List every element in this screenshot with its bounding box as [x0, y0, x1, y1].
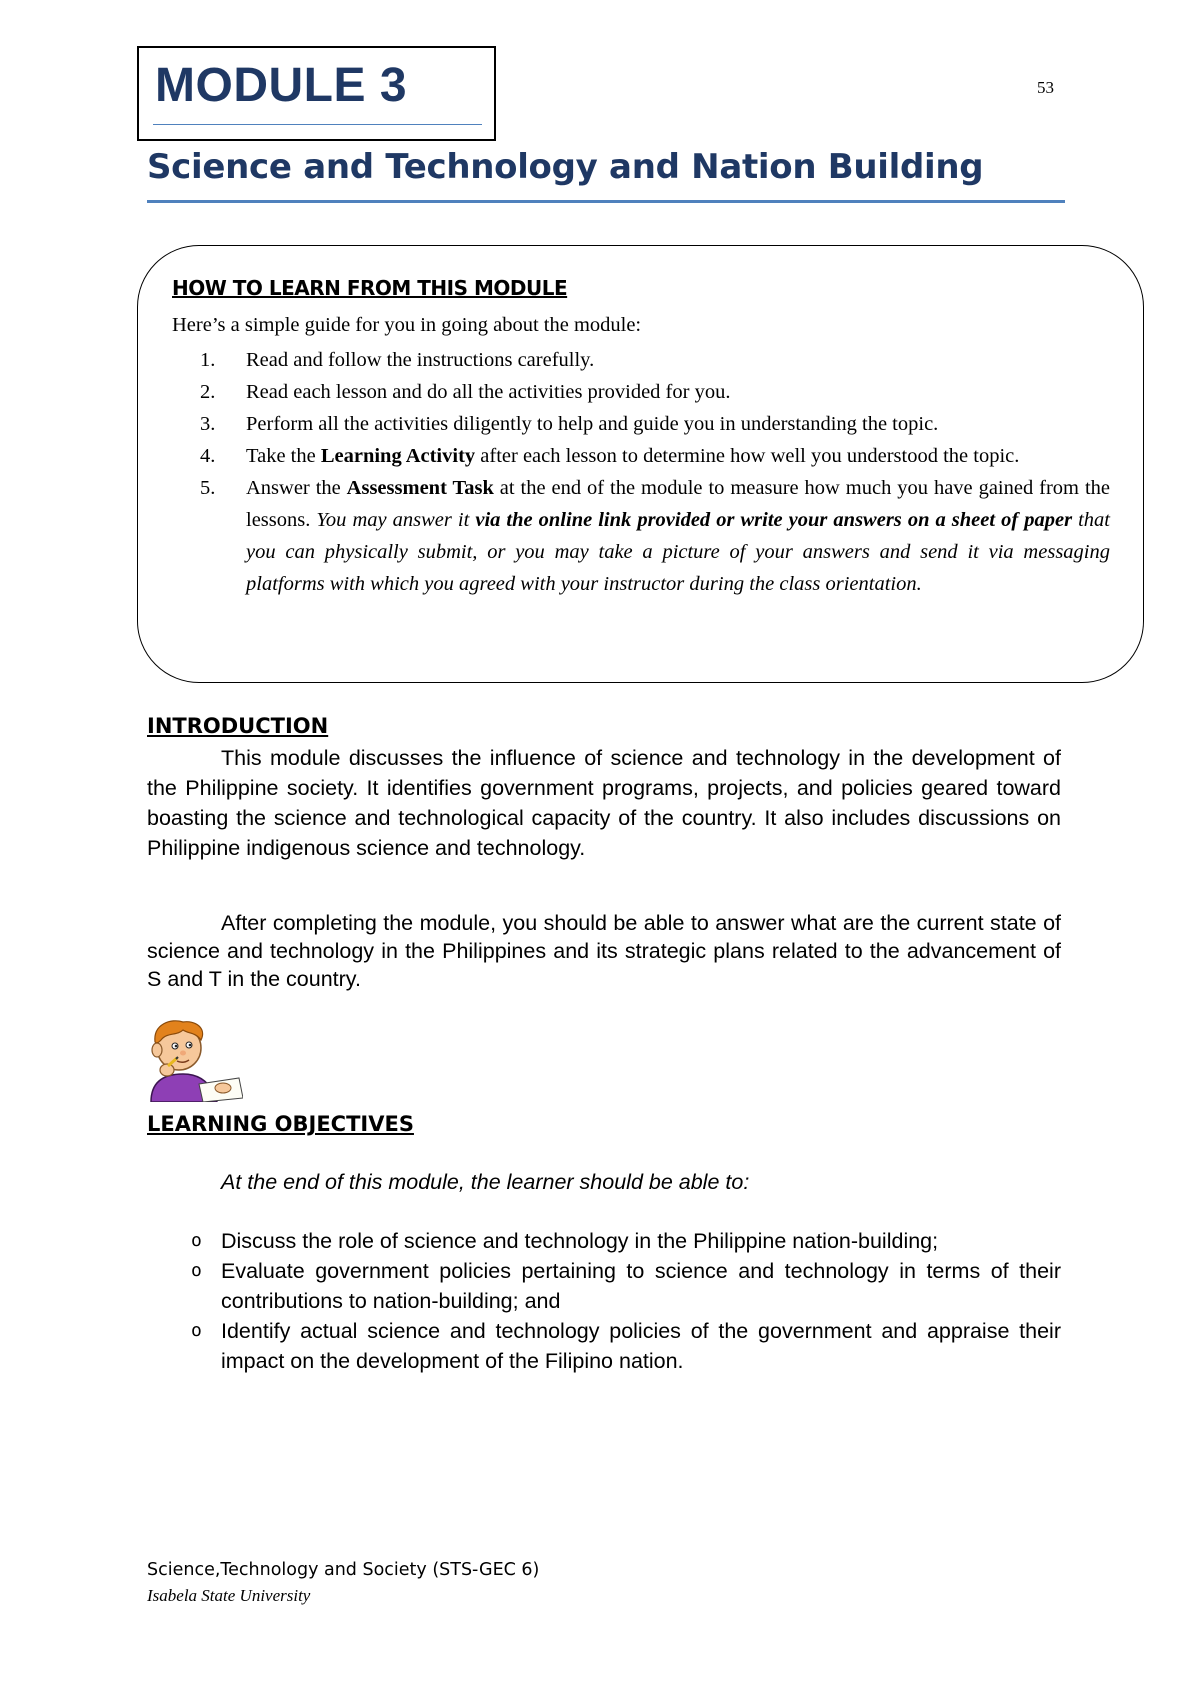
- learning-activity-term: Learning Activity: [320, 445, 476, 467]
- guide-item-text: Read and follow the instructions carefully.: [246, 349, 595, 371]
- guide-item-italic-text: You may answer it: [316, 509, 476, 531]
- guide-intro: Here’s a simple guide for you in going about the module:: [172, 314, 642, 336]
- guide-item: [200, 344, 1110, 376]
- objectives-heading: LEARNING OBJECTIVES: [147, 1112, 414, 1136]
- module-label: MODULE 3: [155, 59, 408, 112]
- guide-item-text: at the end of the module to measure how much you have gained from the lessons.: [246, 477, 1110, 531]
- footer-university-name: Isabela State University: [147, 1586, 311, 1605]
- hollow-bullet-icon: o: [191, 1230, 202, 1251]
- guide-item-emphasis: via the online link provided or write your answers on a sheet of paper: [475, 509, 1073, 531]
- guide-item-text: Answer the: [246, 477, 347, 499]
- guide-item-text: Take the: [246, 445, 321, 467]
- guide-item: [200, 408, 1110, 440]
- guide-heading: HOW TO LEARN FROM THIS MODULE: [172, 276, 568, 300]
- module-title: Science and Technology and Nation Building: [147, 147, 984, 187]
- module-label-underline: [153, 124, 482, 125]
- guide-item: [200, 472, 1110, 600]
- hollow-bullet-icon: o: [191, 1320, 202, 1341]
- boy-thinking-illustration: [137, 1018, 243, 1102]
- objectives-list: [191, 1226, 1061, 1376]
- objective-item: [191, 1226, 1061, 1256]
- guide-item-text: Perform all the activities diligently to help and guide you in understanding the topic.: [246, 413, 939, 435]
- objective-item: [191, 1256, 1061, 1316]
- guide-item-number: 2.: [200, 381, 216, 403]
- objectives-lead: At the end of this module, the learner should be able to:: [221, 1170, 750, 1194]
- guide-item-italic-text: that you can physically submit, or you may take a picture of your answers and send it via messaging platforms with which you agreed with your instructor during the class orientation.: [246, 509, 1110, 595]
- guide-list: [200, 344, 1110, 600]
- guide-item-number: 5.: [200, 477, 216, 499]
- objective-text: Discuss the role of science and technology in the Philippine nation-building;: [221, 1229, 939, 1253]
- module-label-box: [137, 46, 496, 141]
- assessment-task-term: Assessment Task: [346, 477, 494, 499]
- title-divider: [147, 200, 1065, 203]
- objective-text: Identify actual science and technology policies of the government and appraise their impact on the development of the Filipino nation.: [221, 1319, 1061, 1373]
- guide-item-number: 3.: [200, 413, 216, 435]
- introduction-paragraph: This module discusses the influence of science and technology in the development of the Philippine society. It identifies government programs, projects, and policies geared toward boasting the science and technological capacity of the country. It also includes discussions on Philippine indigenous science and technology.: [147, 746, 1061, 860]
- guide-item: [200, 440, 1110, 472]
- guide-item-number: 1.: [200, 349, 216, 371]
- guide-item-text: Read each lesson and do all the activities provided for you.: [246, 381, 731, 403]
- page-number: 53: [1037, 78, 1054, 97]
- guide-item: [200, 376, 1110, 408]
- guide-item-text: after each lesson to determine how well you understood the topic.: [475, 445, 1020, 467]
- hollow-bullet-icon: o: [191, 1260, 202, 1281]
- footer-course-name: Science,Technology and Society (STS-GEC 6): [147, 1560, 540, 1580]
- introduction-paragraph: After completing the module, you should be able to answer what are the current state of science and technology in the Philippines and its strategic plans related to the advancement of S and T in the country.: [147, 911, 1061, 991]
- introduction-heading: INTRODUCTION: [147, 714, 329, 738]
- guide-item-number: 4.: [200, 445, 216, 467]
- objective-item: [191, 1316, 1061, 1376]
- objective-text: Evaluate government policies pertaining to science and technology in terms of their contributions to nation-building; and: [221, 1259, 1061, 1313]
